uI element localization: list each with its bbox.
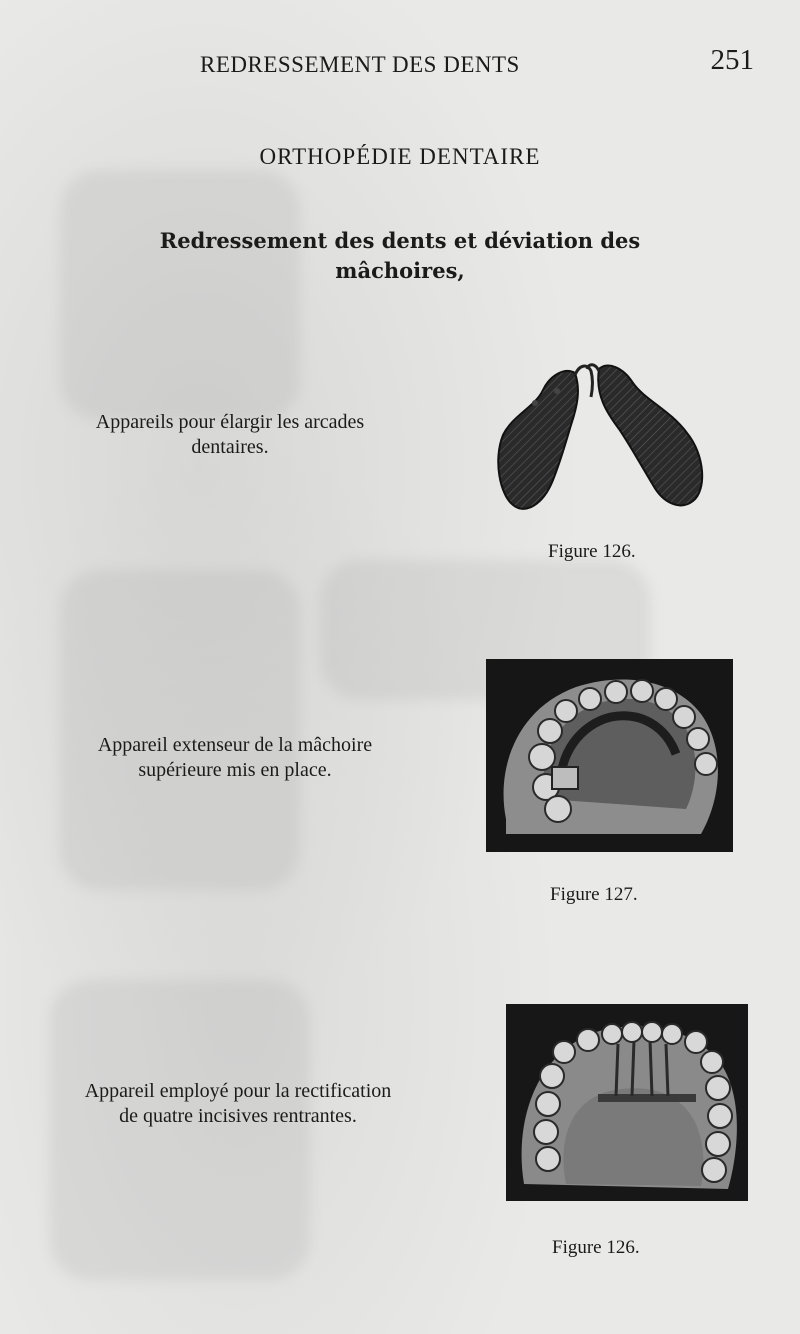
subtitle-line: Redressement des dents et déviation des — [159, 228, 641, 253]
show-through-blot — [60, 570, 300, 890]
incisor-correction-photo — [506, 1004, 748, 1201]
show-through-blot — [50, 980, 310, 1280]
page-number: 251 — [710, 44, 754, 76]
show-through-blot — [60, 170, 300, 420]
running-title: REDRESSEMENT DES DENTS — [200, 52, 520, 77]
figure-label: Figure 126. — [548, 541, 636, 562]
figure-label: Figure 127. — [550, 884, 638, 905]
caption-line: dentaires. — [191, 436, 269, 458]
figure-caption — [40, 733, 430, 783]
section-subtitle — [80, 226, 720, 286]
caption-line: Appareils pour élargir les arcades — [95, 411, 365, 433]
figure-label: Figure 126. — [552, 1237, 640, 1258]
caption-line: Appareil employé pour la rectification — [84, 1080, 392, 1102]
caption-line: Appareil extenseur de la mâchoire — [97, 734, 373, 756]
dental-plate-icon — [495, 355, 710, 520]
subtitle-line: mâchoires, — [335, 258, 465, 283]
caption-line: de quatre incisives rentrantes. — [119, 1105, 357, 1127]
figure-caption — [40, 410, 420, 460]
figure-caption — [28, 1079, 448, 1129]
caption-line: supérieure mis en place. — [138, 759, 332, 781]
upper-jaw-cast-photo — [486, 659, 733, 852]
section-title: ORTHOPÉDIE DENTAIRE — [259, 144, 541, 169]
